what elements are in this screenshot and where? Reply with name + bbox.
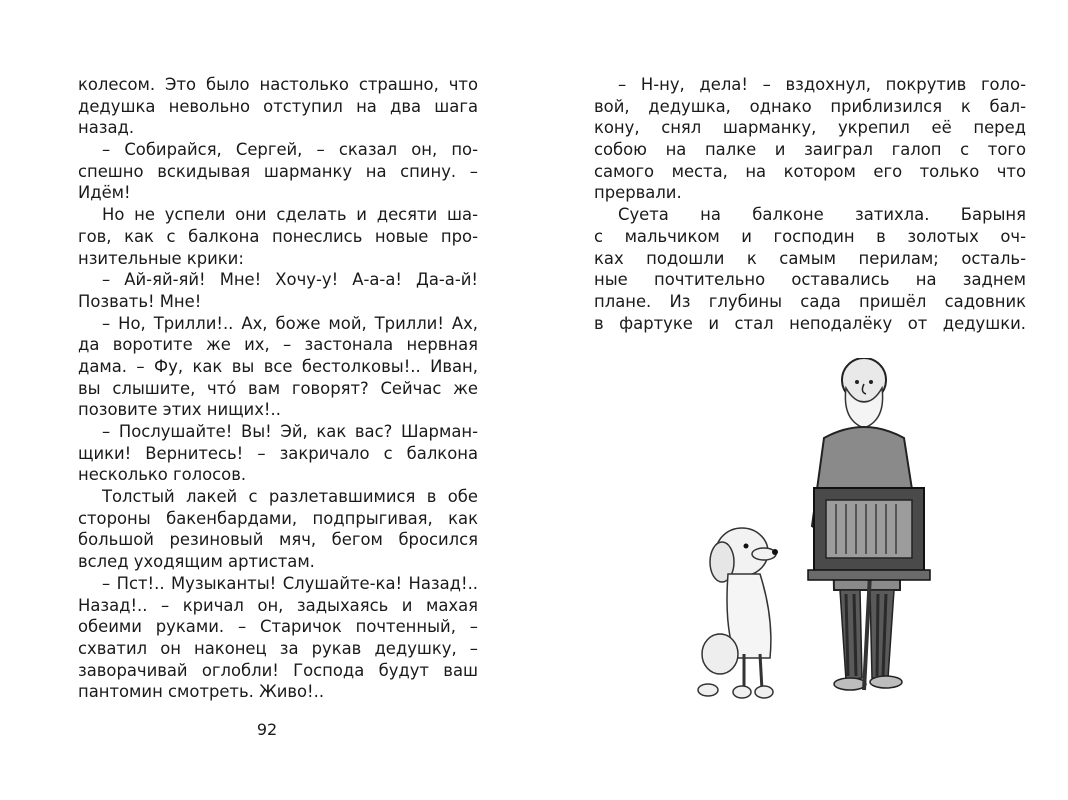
- right-page-text: [594, 74, 1026, 334]
- text-line: ные почтительно оставались на заднем: [594, 270, 1026, 290]
- text-line: в фартуке и стал неподалёку от дедушки.: [594, 313, 1026, 333]
- text-line: кону, снял шарманку, укрепил её перед: [594, 118, 1026, 138]
- text-line: Идём!: [78, 183, 131, 203]
- text-line: – Собирайся, Сергей, – сказал он, по-: [102, 140, 478, 160]
- text-line: Но не успели они сделать и десяти ша-: [102, 205, 478, 225]
- text-line: пантомин смотреть. Живо!..: [78, 682, 325, 702]
- right-page: [534, 0, 1068, 800]
- text-line: с мальчиком и господин в золотых оч-: [594, 226, 1026, 246]
- text-line: несколько голосов.: [78, 465, 247, 485]
- text-line: да воротите же их, – застонала нервная: [78, 335, 478, 355]
- text-line: гов, как с балкона понеслись новые про-: [78, 226, 478, 246]
- text-line: собою на палке и заиграл галоп с того: [594, 140, 1026, 160]
- text-line: самого места, на котором его только что: [594, 161, 1026, 181]
- text-line: – Пст!.. Музыканты! Слушайте-ка! Назад!..: [102, 573, 478, 593]
- page-number: 92: [256, 720, 278, 739]
- text-line: вой, дедушка, однако приблизился к бал-: [594, 96, 1026, 116]
- text-line: схватил он наконец за рукав дедушку, –: [78, 638, 478, 658]
- poodle-figure: [698, 528, 778, 698]
- text-line: обеими руками. – Старичок почтенный, –: [78, 617, 478, 637]
- text-line: – Н-ну, дела! – вздохнул, покрутив голо-: [618, 75, 1026, 94]
- text-line: прервали.: [594, 183, 682, 203]
- text-line: дама. – Фу, как вы все бестолковы!.. Иван,: [78, 356, 478, 376]
- text-line: большой резиновый мяч, бегом бросился: [78, 530, 478, 550]
- text-line: позовите этих нищих!..: [78, 400, 281, 420]
- text-line: стороны бакенбардами, подпрыгивая, как: [78, 508, 478, 528]
- text-line: Суета на балконе затихла. Барыня: [618, 205, 1026, 225]
- text-line: нзительные крики:: [78, 248, 244, 268]
- text-line: Позвать! Мне!: [78, 291, 202, 311]
- text-line: Толстый лакей с разлетавшимися в обе: [102, 487, 478, 507]
- barrel-organ: [808, 488, 930, 580]
- text-line: назад.: [78, 118, 135, 138]
- text-line: Назад!.. – кричал он, задыхаясь и махая: [78, 595, 478, 615]
- text-line: – Но, Трилли!.. Ах, боже мой, Трилли! Ах,: [102, 313, 478, 333]
- text-line: дедушка невольно отступил на два шага: [78, 96, 478, 116]
- text-line: колесом. Это было настолько страшно, что: [78, 75, 478, 94]
- text-line: заворачивай оглобли! Господа будут ваш: [78, 660, 478, 680]
- text-line: плане. Из глубины сада пришёл садовник: [594, 291, 1026, 311]
- text-line: вы слышите, что́ вам говорят? Сейчас же: [78, 378, 478, 398]
- text-line: спешно вскидывая шарманку на спину. –: [78, 161, 478, 181]
- text-line: щики! Вернитесь! – закричало с балкона: [78, 443, 478, 463]
- left-page-text: [78, 74, 478, 703]
- text-line: – Ай-яй-яй! Мне! Хочу-у! А-а-а! Да-а-й!: [102, 270, 478, 290]
- text-line: – Послушайте! Вы! Эй, как вас? Шарман-: [102, 422, 478, 441]
- text-line: ках подошли к самым перилам; осталь-: [594, 248, 1026, 268]
- text-line: вслед уходящим артистам.: [78, 552, 315, 572]
- illustration-old-man-organ-poodle: [674, 358, 934, 708]
